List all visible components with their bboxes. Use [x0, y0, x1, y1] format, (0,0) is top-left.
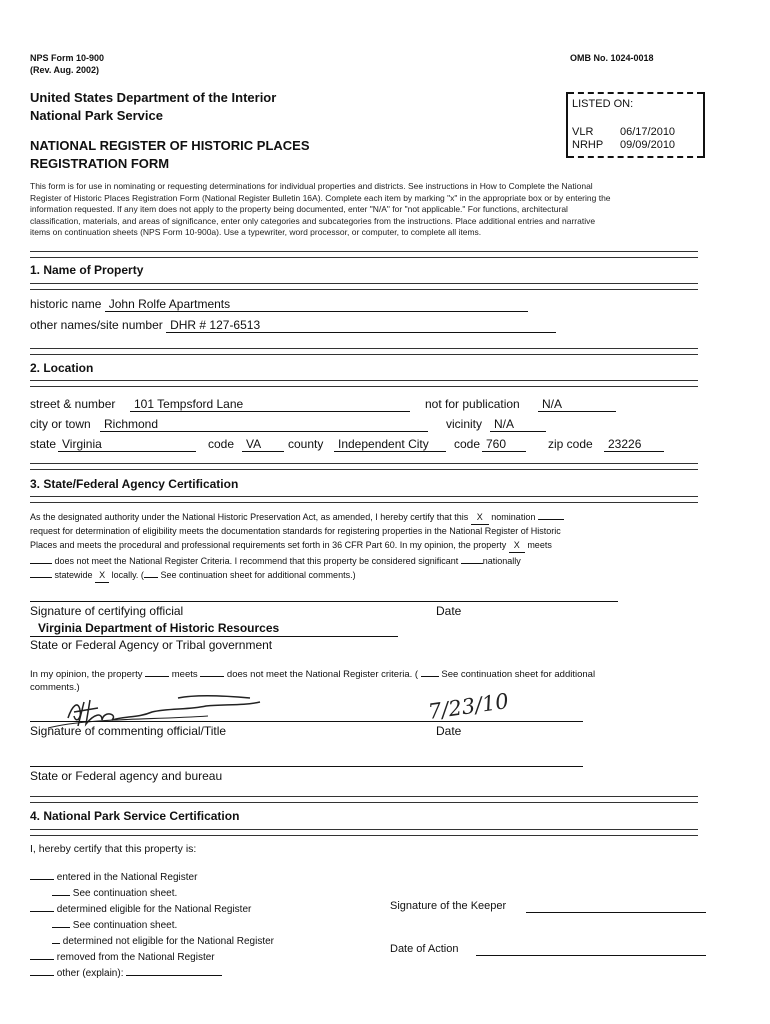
- bureau-label: State or Federal agency and bureau: [30, 769, 223, 783]
- nps-certify-text: I, hereby certify that this property is:: [30, 843, 197, 855]
- form-title-line-2: REGISTRATION FORM: [30, 156, 170, 171]
- cert-text: request for determination of eligibility meets the documentation standards for registering properties in the National Register of Historic: [30, 526, 561, 536]
- commenting-date-label: Date: [436, 724, 462, 738]
- meets-mark[interactable]: X: [509, 538, 525, 553]
- state-label: state: [30, 437, 57, 451]
- section-divider: [30, 829, 698, 836]
- section-divider: [30, 496, 698, 503]
- date-of-action-line[interactable]: [476, 955, 706, 956]
- certifying-signature-line[interactable]: [30, 601, 618, 602]
- not-for-publication-field[interactable]: N/A: [538, 397, 616, 412]
- vlr-date: 06/17/2010: [620, 126, 676, 138]
- not-eligible-blank[interactable]: [52, 933, 60, 944]
- date-of-action-label: Date of Action: [390, 943, 459, 955]
- not-for-publication-label: not for publication: [425, 397, 520, 411]
- instructions-line: classification, materials, and areas of significance, enter only categories and subcategories from the instructions. Place additional entries and narrative: [30, 215, 596, 226]
- omb-number: OMB No. 1024-0018: [570, 53, 654, 63]
- cert-text: nomination: [491, 512, 536, 522]
- list-item: [30, 933, 274, 949]
- list-item-label: removed from the National Register: [56, 952, 215, 963]
- cert-text: nationally: [482, 555, 521, 566]
- eligible-blank[interactable]: [30, 901, 54, 912]
- nrhp-date: 09/09/2010: [620, 139, 676, 151]
- instructions-line: information requested. If any item does not apply to the property being documented, enter "N/A" for "not applicable." For functions, architectural: [30, 204, 568, 214]
- section-divider: [30, 796, 698, 803]
- opinion-continuation-blank[interactable]: [421, 666, 439, 677]
- list-item: [30, 869, 274, 885]
- agency-line: [30, 636, 398, 637]
- continuation-blank[interactable]: [52, 885, 70, 896]
- section-4-heading: 4. National Park Service Certification: [30, 809, 240, 823]
- list-item-label: determined eligible for the National Register: [56, 904, 252, 915]
- opinion-text-part: See continuation sheet for additional: [441, 669, 596, 680]
- agency-value: Virginia Department of Historic Resources: [38, 621, 280, 635]
- nationally-blank[interactable]: [461, 553, 483, 564]
- other-names-field[interactable]: DHR # 127-6513: [166, 318, 556, 333]
- instructions-line: Register of Historic Places Registration Form (National Register Bulletin 16A). Complete each item by marking "x" in the appropriate box or by entering the: [30, 192, 611, 203]
- section-1-heading: 1. Name of Property: [30, 263, 144, 277]
- state-code-label: code: [208, 437, 235, 451]
- opinion-text-part: In my opinion, the property: [30, 669, 143, 680]
- historic-name-field[interactable]: John Rolfe Apartments: [105, 297, 528, 312]
- statewide-blank[interactable]: [30, 567, 52, 578]
- other-names-row: [30, 318, 556, 333]
- state-code-field[interactable]: VA: [242, 437, 284, 452]
- cert-text: statewide: [54, 570, 93, 580]
- list-item-label: determined not eligible for the National Register: [62, 936, 275, 947]
- box-bottom-border: [568, 156, 703, 158]
- section-3-heading: 3. State/Federal Agency Certification: [30, 477, 239, 491]
- removed-blank[interactable]: [30, 949, 54, 960]
- nps-status-list: [30, 869, 274, 981]
- list-item: [30, 965, 274, 981]
- historic-name-row: [30, 297, 528, 312]
- cert-text: Places and meets the procedural and professional requirements set forth in 36 CFR Part 60. In my opinion, the property: [30, 539, 507, 550]
- instructions-line: items on continuation sheets (NPS Form 10-900a). Use a typewriter, word processor, or computer, to complete all items.: [30, 227, 482, 237]
- request-blank[interactable]: [538, 509, 564, 520]
- keeper-signature-line[interactable]: [526, 912, 706, 913]
- listed-on-label: LISTED ON:: [572, 98, 634, 110]
- cert-text: does not meet the National Register Criteria. I recommend that this property be considered significant: [54, 555, 459, 566]
- historic-name-label: historic name: [30, 297, 102, 311]
- instructions: [30, 181, 720, 239]
- zip-field[interactable]: 23226: [604, 437, 664, 452]
- form-number: NPS Form 10-900: [30, 53, 105, 63]
- certifying-date-label: Date: [436, 604, 462, 618]
- cert-text: See continuation sheet for additional comments.): [160, 570, 356, 580]
- list-item-label: entered in the National Register: [56, 872, 198, 883]
- continuation-blank[interactable]: [144, 567, 158, 578]
- city-field[interactable]: Richmond: [100, 417, 428, 432]
- vicinity-label: vicinity: [446, 417, 483, 431]
- box-top-border: [568, 92, 703, 94]
- cert-text: locally. (: [111, 570, 144, 580]
- vicinity-field[interactable]: N/A: [490, 417, 546, 432]
- list-item: [30, 901, 274, 917]
- opinion-text-part: does not meet the National Register criteria. (: [226, 669, 419, 680]
- other-names-label: other names/site number: [30, 318, 163, 332]
- state-field[interactable]: Virginia: [58, 437, 196, 452]
- opinion-text-part: comments.): [30, 682, 80, 693]
- form-revision: (Rev. Aug. 2002): [30, 65, 100, 75]
- certifying-signature-label: Signature of certifying official: [30, 604, 184, 618]
- county-field[interactable]: Independent City: [334, 437, 446, 452]
- city-label: city or town: [30, 417, 91, 431]
- opinion-meets-blank[interactable]: [145, 666, 169, 677]
- list-item-label: other (explain):: [56, 968, 124, 979]
- list-item: [30, 949, 274, 965]
- nrhp-label: NRHP: [572, 139, 604, 151]
- listed-on-box: [566, 92, 705, 158]
- certification-text: [30, 509, 730, 583]
- form-title-line-1: NATIONAL REGISTER OF HISTORIC PLACES: [30, 138, 310, 153]
- agency-line-1: United States Department of the Interior: [30, 90, 277, 105]
- agency-line-2: National Park Service: [30, 108, 163, 123]
- list-item-label: See continuation sheet.: [72, 920, 178, 931]
- zip-label: zip code: [548, 437, 593, 451]
- section-divider: [30, 283, 698, 290]
- entered-blank[interactable]: [30, 869, 54, 880]
- other-blank[interactable]: [30, 965, 54, 976]
- handwritten-date: 7/23/10: [426, 688, 511, 724]
- continuation-blank[interactable]: [52, 917, 70, 928]
- section-2-heading: 2. Location: [30, 361, 94, 375]
- vlr-label: VLR: [572, 126, 594, 138]
- county-code-label: code: [454, 437, 481, 451]
- street-field[interactable]: 101 Tempsford Lane: [130, 397, 410, 412]
- instructions-line: This form is for use in nominating or requesting determinations for individual properties and districts. See instructions in How to Complete the National: [30, 181, 593, 191]
- commenting-signature-line[interactable]: [30, 721, 583, 722]
- locally-mark[interactable]: X: [95, 568, 109, 583]
- street-label: street & number: [30, 397, 116, 411]
- opinion-not-meet-blank[interactable]: [200, 666, 224, 677]
- list-item-label: See continuation sheet.: [72, 888, 178, 899]
- nomination-mark[interactable]: X: [471, 510, 489, 525]
- commenting-signature-label: Signature of commenting official/Title: [30, 724, 227, 738]
- section-divider: [30, 463, 698, 470]
- keeper-signature-label: Signature of the Keeper: [390, 900, 507, 912]
- section-divider: [30, 348, 698, 355]
- section-divider: [30, 251, 698, 258]
- cert-text: meets: [527, 539, 552, 550]
- does-not-meet-blank[interactable]: [30, 553, 52, 564]
- county-code-field[interactable]: 760: [482, 437, 526, 452]
- opinion-text-part: meets: [171, 669, 198, 680]
- county-label: county: [288, 437, 324, 451]
- list-item: [30, 917, 274, 933]
- bureau-line[interactable]: [30, 766, 583, 767]
- cert-text: As the designated authority under the National Historic Preservation Act, as amended, I hereby certify that this: [30, 512, 469, 522]
- section-divider: [30, 380, 698, 387]
- other-explain-field[interactable]: [126, 965, 222, 976]
- agency-label: State or Federal Agency or Tribal government: [30, 638, 273, 652]
- list-item: [30, 885, 274, 901]
